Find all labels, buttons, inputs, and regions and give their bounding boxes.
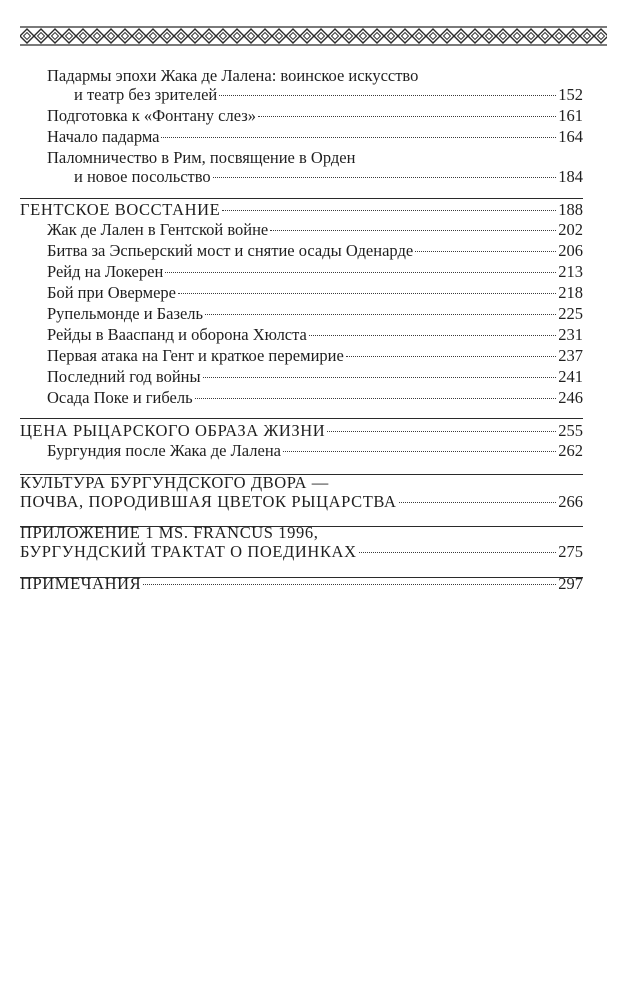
toc-page-number: 266: [558, 492, 583, 511]
toc-entry[interactable]: [20, 127, 583, 146]
toc-entry-title: Рейд на Локерен: [47, 262, 164, 281]
toc-section-title: ПОЧВА, ПОРОДИВШАЯ ЦВЕТОК РЫЦАРСТВА: [20, 492, 397, 511]
table-of-contents: [20, 66, 583, 593]
leader-dots: [415, 251, 556, 252]
toc-entry-title: и новое посольство: [74, 167, 211, 186]
leader-dots: [165, 272, 556, 273]
toc-page-number: 231: [558, 325, 583, 344]
toc-entry-title: Жак де Лален в Гентской войне: [47, 220, 269, 239]
toc-page-number: 213: [558, 262, 583, 281]
toc-entry[interactable]: [20, 220, 583, 239]
toc-entry[interactable]: [20, 325, 583, 344]
toc-page-number: 225: [558, 304, 583, 323]
toc-entry-title-line1: Падармы эпохи Жака де Лалена: воинское искусство: [47, 66, 419, 85]
toc-entry[interactable]: [20, 367, 583, 386]
toc-entry[interactable]: [20, 304, 583, 323]
toc-section-title: ГЕНТСКОЕ ВОССТАНИЕ: [20, 200, 221, 219]
toc-page-number: 152: [558, 85, 583, 104]
toc-section[interactable]: [20, 473, 583, 511]
leader-dots: [213, 177, 557, 178]
toc-page-number: 184: [558, 167, 583, 186]
toc-entry-title: Рейды в Вааспанд и оборона Хюлста: [47, 325, 307, 344]
toc-entry-title: Последний год войны: [47, 367, 201, 386]
section-divider: [20, 418, 583, 419]
leader-dots: [222, 210, 556, 211]
toc-entry[interactable]: [20, 106, 583, 125]
toc-entry-title: Битва за Эспьерский мост и снятие осады Оденарде: [47, 241, 414, 260]
toc-page-number: 161: [558, 106, 583, 125]
toc-section-title-line1: КУЛЬТУРА БУРГУНДСКОГО ДВОРА —: [20, 473, 329, 492]
section-divider: [20, 526, 583, 527]
leader-dots: [258, 116, 556, 117]
header-ornament: [20, 26, 607, 46]
toc-page-number: 262: [558, 441, 583, 460]
toc-entry[interactable]: [20, 346, 583, 365]
leader-dots: [143, 584, 556, 585]
toc-entry[interactable]: [20, 441, 583, 460]
toc-entry[interactable]: [20, 66, 583, 104]
toc-entry-title: Первая атака на Гент и краткое перемирие: [47, 346, 344, 365]
leader-dots: [203, 377, 557, 378]
toc-page-number: 202: [558, 220, 583, 239]
leader-dots: [359, 552, 557, 553]
toc-section[interactable]: [20, 523, 583, 561]
toc-section-title: ЦЕНА РЫЦАРСКОГО ОБРАЗА ЖИЗНИ: [20, 421, 326, 440]
leader-dots: [219, 95, 556, 96]
section-divider: [20, 577, 583, 578]
toc-section-title: БУРГУНДСКИЙ ТРАКТАТ О ПОЕДИНКАХ: [20, 542, 357, 561]
toc-page-number: 241: [558, 367, 583, 386]
toc-page-number: 255: [558, 421, 583, 440]
section-divider: [20, 198, 583, 199]
toc-page-number: 218: [558, 283, 583, 302]
toc-entry-title: Бургундия после Жака де Лалена: [47, 441, 281, 460]
toc-page-number: 297: [558, 574, 583, 593]
leader-dots: [327, 431, 556, 432]
toc-page-number: 237: [558, 346, 583, 365]
toc-page-number: 188: [558, 200, 583, 219]
toc-entry-title: Начало падарма: [47, 127, 160, 146]
toc-entry[interactable]: [20, 262, 583, 281]
toc-entry-title: Осада Поке и гибель: [47, 388, 193, 407]
leader-dots: [205, 314, 556, 315]
leader-dots: [399, 502, 557, 503]
toc-entry-title: Бой при Овермере: [47, 283, 176, 302]
leader-dots: [161, 137, 556, 138]
toc-entry-title-line1: Паломничество в Рим, посвящение в Орден: [47, 148, 356, 167]
leader-dots: [309, 335, 556, 336]
toc-entry[interactable]: [20, 241, 583, 260]
toc-section[interactable]: [20, 421, 583, 440]
leader-dots: [178, 293, 556, 294]
section-divider: [20, 474, 583, 475]
toc-entry[interactable]: [20, 148, 583, 186]
toc-page-number: 164: [558, 127, 583, 146]
toc-entry-title: Рупельмонде и Базель: [47, 304, 204, 323]
toc-page-number: 206: [558, 241, 583, 260]
toc-entry[interactable]: [20, 283, 583, 302]
toc-entry-title: и театр без зрителей: [74, 85, 218, 104]
leader-dots: [195, 398, 557, 399]
toc-page-number: 246: [558, 388, 583, 407]
toc-section[interactable]: [20, 200, 583, 219]
toc-page-number: 275: [558, 542, 583, 561]
toc-entry[interactable]: [20, 388, 583, 407]
toc-section-title: ПРИМЕЧАНИЯ: [20, 574, 142, 593]
toc-section-title-line1: ПРИЛОЖЕНИЕ 1 MS. FRANCUS 1996,: [20, 523, 319, 542]
leader-dots: [346, 356, 556, 357]
leader-dots: [270, 230, 556, 231]
toc-entry-title: Подготовка к «Фонтану слез»: [47, 106, 257, 125]
leader-dots: [283, 451, 556, 452]
